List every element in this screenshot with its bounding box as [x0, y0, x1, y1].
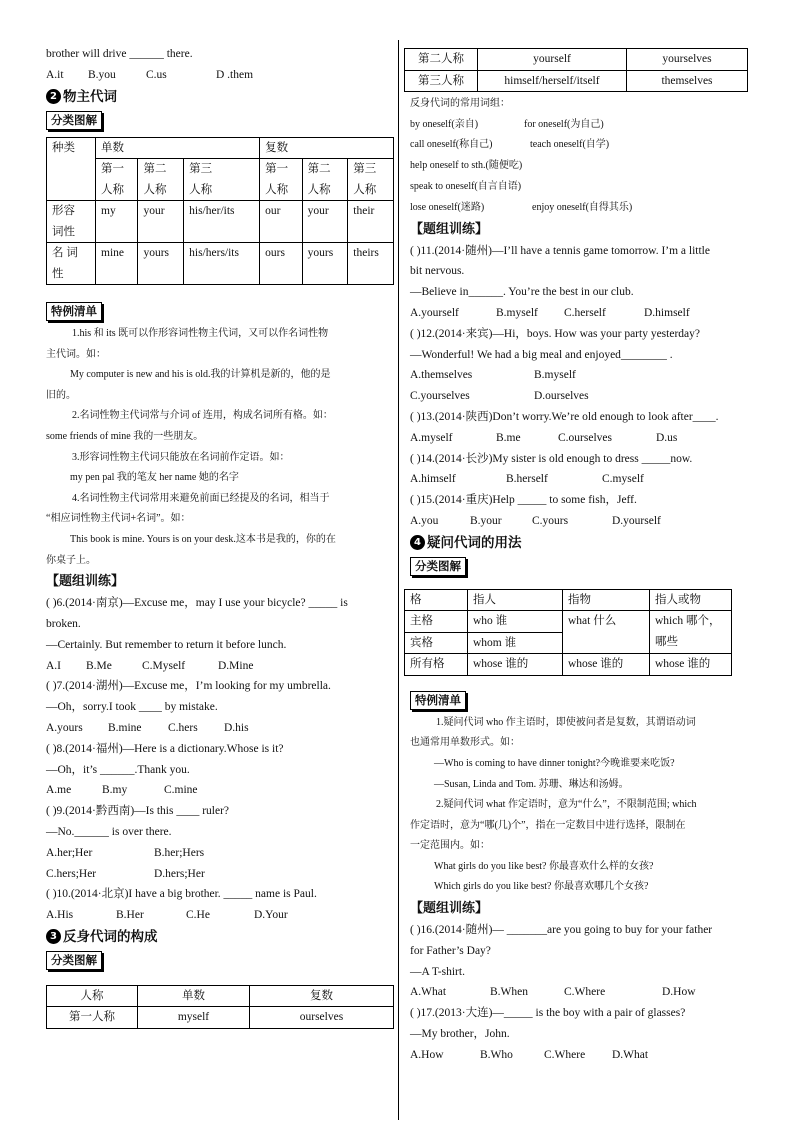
option: B.you	[88, 68, 116, 81]
phrase: speak to oneself(自言自语)	[410, 180, 522, 192]
question-text: —Wonderful! We had a big meal and enjoyed________ .	[410, 348, 673, 361]
section-title: 反身代词的构成	[63, 928, 158, 945]
question-text: —Certainly. But remember to return it before lunch.	[46, 638, 287, 651]
option: D.Mine	[218, 659, 254, 672]
note-line: 1.疑问代词 who 作主语时，即使被问者是复数，其谓语动词	[436, 716, 696, 728]
option: A.How	[410, 1048, 444, 1061]
question-text: —No.______ is over there.	[46, 825, 172, 838]
option: A.I	[46, 659, 62, 672]
option: B.her;Hers	[154, 846, 205, 859]
table-cell: whom 谁	[468, 632, 563, 654]
special-cases-label: 特例清单	[410, 691, 466, 710]
option: C.He	[186, 909, 210, 922]
option: C.ourselves	[558, 431, 612, 444]
options-row	[46, 65, 390, 86]
option: A.you	[410, 514, 439, 527]
options-row	[410, 469, 754, 490]
table-cell: whose 谁的	[468, 654, 563, 676]
drill-heading: 【题组训练】	[410, 221, 489, 237]
option: C.yours	[532, 514, 569, 527]
option: A.himself	[410, 473, 456, 486]
table-cell: yours	[302, 243, 348, 285]
table-header: 复数	[260, 137, 394, 159]
section-title: 疑问代词的用法	[427, 534, 522, 551]
option: A.What	[410, 986, 447, 999]
left-column	[46, 44, 390, 1029]
phrase-row	[410, 198, 754, 219]
option: B.my	[102, 784, 128, 797]
option: D.ourselves	[534, 390, 589, 403]
option: C.hers	[168, 722, 198, 734]
question-text: brother will drive ______ there.	[46, 48, 193, 60]
table-cell: your	[302, 201, 348, 243]
note-line: 1.his 和 its 既可以作形容词性物主代词，又可以作名词性物	[72, 328, 329, 340]
option: C.Myself	[142, 659, 186, 672]
phrase: by oneself(亲自)	[410, 118, 479, 130]
option: A.yourself	[410, 306, 459, 319]
question-text: ( )6.(2014·南京)—Excuse me，may I use your bicycle? _____ is	[46, 597, 348, 610]
phrase: call oneself(称自己)	[410, 139, 493, 151]
options-row	[46, 905, 390, 926]
drill-heading: 【题组训练】	[410, 901, 489, 917]
note-line: 你桌子上。	[46, 554, 96, 566]
note-line: 3.形容词性物主代词只能放在名词前作定语。如：	[72, 451, 290, 463]
phrase-row	[410, 135, 754, 156]
question-text: ( )8.(2014·福州)—Here is a dictionary.Whose is it?	[46, 742, 284, 755]
table-cell: himself/herself/itself	[478, 70, 627, 92]
question-text: ( )17.(2013·大连)—_____ is the boy with a pair of glasses?	[410, 1007, 686, 1020]
note-line: Which girls do you like best? 你最喜欢哪几个女孩?	[434, 881, 649, 893]
person-header: 第一 人称	[260, 159, 302, 201]
note-line: some friends of mine 我的一些朋友。	[46, 431, 204, 443]
section-heading	[46, 926, 390, 948]
section-heading	[410, 532, 754, 554]
note-line: This book is mine. Yours is on your desk.这本书是我的，你的在	[70, 534, 336, 546]
note-line: —Susan, Linda and Tom. 苏珊、琳达和汤姆。	[434, 778, 629, 790]
option: C.mine	[164, 784, 198, 797]
option: A.His	[46, 909, 74, 922]
question-text: —Believe in______. You’re the best in our club.	[410, 286, 634, 299]
table-cell: whose 谁的	[650, 654, 732, 676]
category-label: 分类图解	[410, 557, 466, 576]
table-cell: who 谁	[468, 611, 563, 633]
option: B.When	[490, 986, 529, 999]
phrase-row	[410, 177, 754, 198]
option: A.myself	[410, 431, 453, 444]
option: B.your	[470, 514, 502, 527]
possessive-pronoun-table	[46, 137, 394, 286]
table-cell: theirs	[348, 243, 394, 285]
table-cell: themselves	[627, 70, 748, 92]
table-cell: his/her/its	[184, 201, 260, 243]
table-cell: which 哪个， 哪些	[650, 611, 732, 654]
notes-block	[46, 324, 390, 571]
phrase-row	[410, 156, 754, 177]
question-text: —A T-shirt.	[410, 965, 465, 978]
option: A.her;Her	[46, 846, 93, 859]
column-divider	[398, 40, 399, 1120]
option: C.herself	[564, 306, 606, 319]
interrogative-table	[404, 589, 732, 676]
right-column	[410, 48, 754, 1066]
table-cell: whose 谁的	[563, 654, 650, 676]
person-header: 第三 人称	[184, 159, 260, 201]
option: D.yourself	[612, 514, 661, 527]
section-number: 3	[46, 929, 61, 944]
options-row	[410, 428, 754, 449]
question-text: —Oh，it’s ______.Thank you.	[46, 763, 190, 776]
special-cases-label: 特例清单	[46, 302, 102, 321]
note-line: “相应词性物主代词+名词”。如：	[46, 513, 191, 525]
option: B.Her	[116, 909, 144, 922]
question-text: ( )15.(2014·重庆)Help _____ to some fish，Jeff.	[410, 494, 637, 507]
person-header: 第三 人称	[348, 159, 394, 201]
notes-block	[410, 713, 754, 898]
question-text: —My brother，John.	[410, 1028, 510, 1041]
section-number: 2	[46, 89, 61, 104]
reflexive-table-part2	[404, 48, 748, 92]
phrase: enjoy oneself(自得其乐)	[532, 201, 633, 213]
table-cell: 第一人称	[47, 1007, 138, 1029]
question-text: ( )11.(2014·随州)—I’ll have a tennis game tomorrow. I’m a little	[410, 244, 710, 257]
section-title: 物主代词	[63, 88, 117, 105]
table-cell: 第三人称	[405, 70, 478, 92]
question-text: ( )9.(2014·黔西南)—Is this ____ ruler?	[46, 805, 230, 818]
table-header: 种类	[47, 137, 96, 201]
options-row	[46, 780, 390, 801]
note-line: my pen pal 我的笔友 her name 她的名字	[70, 472, 239, 484]
row-label: 形容 词性	[47, 201, 96, 243]
question-text: ( )16.(2014·随州)— _______are you going to buy for your father	[410, 924, 713, 937]
options-row	[46, 718, 390, 739]
option: B.Who	[480, 1048, 513, 1061]
table-header: 单数	[96, 137, 260, 159]
person-header: 第二 人称	[138, 159, 184, 201]
options-row	[410, 386, 754, 407]
person-header: 第二 人称	[302, 159, 348, 201]
option: D .them	[216, 68, 254, 81]
table-cell: our	[260, 201, 302, 243]
options-row	[46, 864, 390, 885]
option: A.themselves	[410, 369, 473, 382]
table-cell: ours	[260, 243, 302, 285]
options-row	[410, 365, 754, 386]
option: D.hers;Her	[154, 867, 205, 880]
phrases-title: 反身代词的常用词组：	[410, 98, 510, 109]
option: D.us	[656, 431, 678, 444]
option: D.his	[224, 722, 249, 734]
table-cell: his/hers/its	[184, 243, 260, 285]
option: D.How	[662, 986, 696, 999]
table-header: 指物	[563, 589, 650, 611]
row-label: 名 词 性	[47, 243, 96, 285]
options-row	[410, 1045, 754, 1066]
option: C.us	[146, 68, 167, 81]
phrase: lose oneself(迷路)	[410, 201, 485, 213]
option: A.yours	[46, 722, 83, 734]
question-text: ( )13.(2014·陕西)Don’t worry.We’re old enough to look after____.	[410, 410, 719, 423]
table-cell: mine	[96, 243, 138, 285]
category-label: 分类图解	[46, 951, 102, 970]
phrase: teach oneself(自学)	[530, 139, 610, 151]
note-line: 2.疑问代词 what 作定语时，意为“什么”，不限制范围; which	[436, 799, 697, 811]
table-cell: yourselves	[627, 49, 748, 71]
table-cell: your	[138, 201, 184, 243]
question-text: —Oh，sorry.I took ____ by mistake.	[46, 701, 218, 714]
table-header: 复数	[249, 985, 393, 1007]
options-row	[410, 511, 754, 532]
option: B.me	[496, 431, 521, 444]
table-cell: their	[348, 201, 394, 243]
phrase: for oneself(为自己)	[524, 118, 604, 130]
option: B.mine	[108, 722, 142, 734]
option: A.me	[46, 784, 72, 797]
options-row	[46, 656, 390, 677]
table-cell: myself	[138, 1007, 250, 1029]
question-text: ( )7.(2014·湖州)—Excuse me，I’m looking for my umbrella.	[46, 680, 331, 693]
option: C.hers;Her	[46, 867, 97, 880]
option: C.Where	[564, 986, 606, 999]
note-line: 作定语时，意为“哪(几)个”，指在一定数目中进行选择，限制在	[410, 819, 686, 831]
option: C.myself	[602, 473, 644, 486]
table-header: 人称	[47, 985, 138, 1007]
options-row	[410, 303, 754, 324]
note-line: 也通常用单数形式。如：	[410, 737, 520, 749]
table-cell: 第二人称	[405, 49, 478, 71]
section-number: 4	[410, 535, 425, 550]
note-line: What girls do you like best? 你最喜欢什么样的女孩?	[434, 860, 654, 872]
question-text: ( )12.(2014·来宾)—Hi，boys. How was your party yesterday?	[410, 327, 700, 340]
note-line: 主代词。如：	[46, 348, 106, 360]
reflexive-table-part1	[46, 985, 394, 1029]
table-header: 格	[405, 589, 468, 611]
table-header: 指人	[468, 589, 563, 611]
row-label: 所有格	[405, 654, 468, 676]
note-line: 一定范围内。如：	[410, 840, 490, 852]
question-text: bit nervous.	[410, 265, 465, 278]
option: C.Where	[544, 1048, 586, 1061]
category-label: 分类图解	[46, 111, 102, 130]
row-label: 宾格	[405, 632, 468, 654]
phrase: help oneself to sth.(随便吃)	[410, 160, 523, 172]
question-text: ( )10.(2014·北京)I have a big brother. _____ name is Paul.	[46, 888, 317, 901]
note-line: My computer is new and his is old.我的计算机是新的，他的是	[70, 369, 331, 381]
option: B.myself	[534, 369, 576, 382]
person-header: 第一 人称	[96, 159, 138, 201]
option: A.it	[46, 68, 64, 81]
option: D.Your	[254, 909, 288, 922]
option: B.Me	[86, 659, 112, 672]
table-cell: my	[96, 201, 138, 243]
question-text: broken.	[46, 618, 81, 631]
row-label: 主格	[405, 611, 468, 633]
drill-heading: 【题组训练】	[46, 574, 125, 590]
table-cell: yourself	[478, 49, 627, 71]
phrase-row	[410, 115, 754, 136]
option: D.himself	[644, 306, 690, 319]
options-row	[410, 982, 754, 1003]
table-cell: ourselves	[249, 1007, 393, 1029]
note-line: 2.名词性物主代词常与介词 of 连用，构成名词所有格。如：	[72, 410, 333, 422]
table-cell: yours	[138, 243, 184, 285]
table-header: 单数	[138, 985, 250, 1007]
option: D.What	[612, 1048, 649, 1061]
options-row	[46, 843, 390, 864]
table-cell: what 什么	[563, 611, 650, 654]
question-text: ( )14.(2014·长沙)My sister is old enough to dress _____now.	[410, 452, 693, 465]
question-text: for Father’s Day?	[410, 944, 491, 957]
note-line: 4.名词性物主代词常用来避免前面已经提及的名词，相当于	[72, 492, 330, 504]
option: C.yourselves	[410, 390, 470, 403]
table-header: 指人或物	[650, 589, 732, 611]
note-line: 旧的。	[46, 389, 76, 401]
section-heading	[46, 86, 390, 108]
option: B.herself	[506, 473, 548, 486]
option: B.myself	[496, 306, 538, 319]
note-line: —Who is coming to have dinner tonight?今晚谁要来吃饭?	[434, 757, 675, 769]
